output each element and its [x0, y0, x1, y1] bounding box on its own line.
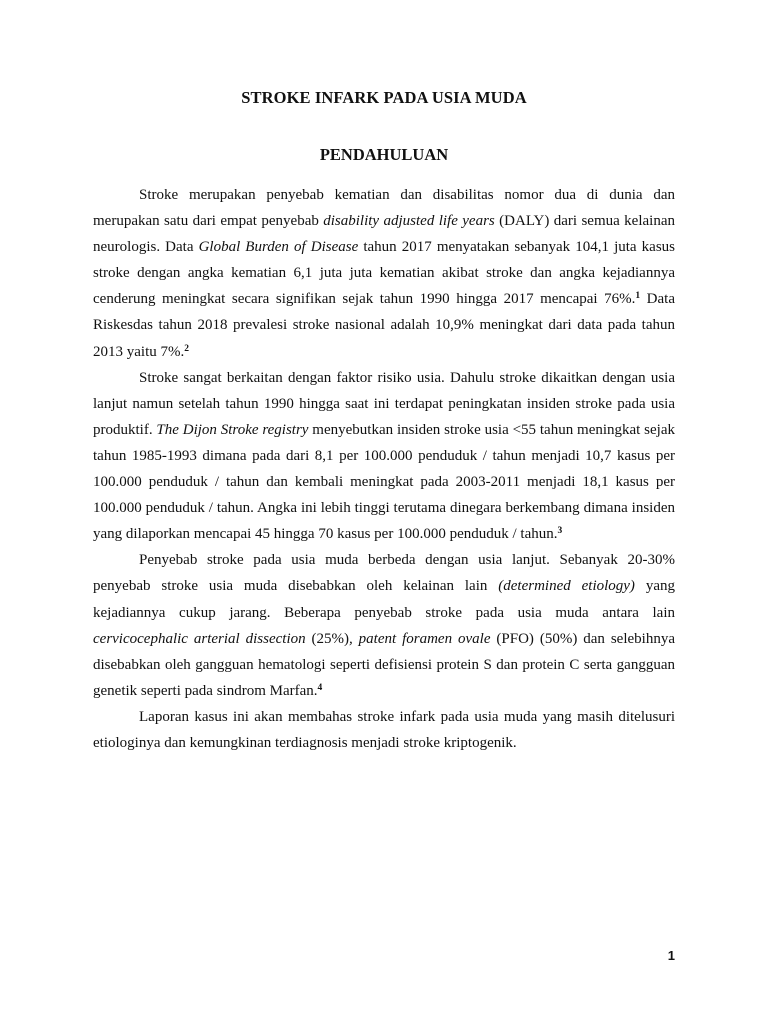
- paragraph-1: [93, 182, 675, 365]
- section-heading: PENDAHULUAN: [319, 145, 449, 164]
- paragraph-1-text-c: tahun 2017 menyatakan sebanyak 104,1 juta kasus stroke dengan angka kematian 6,1 juta juta kematian akibat stroke dan angka kejadiannya cenderung meningkat secara signifikan sejak tahun 1990 hingga 2017 mencapai 76%.: [93, 239, 676, 308]
- paragraph-3-term-pfo: , patent foramen ovale: [349, 630, 491, 647]
- paragraph-2-term-dijon: The Dijon Stroke registry: [156, 421, 309, 438]
- paragraph-2: [93, 365, 675, 548]
- reference-marker-4: 4: [317, 682, 323, 693]
- body-text: [93, 182, 675, 756]
- paragraph-3-text-b: yang kejadiannya cukup jarang. Beberapa penyebab stroke pada usia muda antara lain: [93, 578, 675, 621]
- reference-marker-2: 2: [184, 343, 189, 354]
- paragraph-1-text-d: Data Riskesdas tahun 2018 prevalesi stroke nasional adalah 10,9% meningkat dari data pada tahun 2013 yaitu 7%.: [93, 291, 675, 360]
- paragraph-2-text-b: menyebutkan insiden stroke usia <55 tahun meningkat sejak tahun 1985-1993 dimana pada dari 8,1 per 100.000 penduduk / tahun menjadi 10,7 kasus per 100.000 penduduk / tahun dan kembali meningkat pada 2003-2011 menjadi 18,1 kasus per 100.000 penduduk / tahun. Angka ini lebih tinggi terutama dinegara berkembang dimana insiden yang dilaporkan mencapai 45 hingga 70 kasus per 100.000 penduduk / tahun.: [93, 421, 676, 543]
- paragraph-1-term-daly: disability adjusted life years: [323, 213, 495, 230]
- document-title: STROKE INFARK PADA USIA MUDA: [241, 88, 527, 107]
- paragraph-4-text: Laporan kasus ini akan membahas stroke infark pada usia muda yang masih ditelusuri etiologinya dan kemungkinan terdiagnosis menjadi stroke kriptogenik.: [93, 708, 675, 751]
- paragraph-1-text-a: Stroke merupakan penyebab kematian dan disabilitas nomor dua di dunia dan merupakan satu dari empat penyebab: [93, 187, 675, 230]
- paragraph-3: [93, 547, 675, 704]
- paragraph-4: [93, 704, 675, 756]
- paragraph-1-term-gbd: Global Burden of Disease: [198, 239, 359, 256]
- paragraph-3-term-dissection: cervicocephalic arterial dissection: [93, 630, 306, 647]
- reference-marker-3: 3: [557, 526, 563, 537]
- paragraph-1-text-b: (DALY) dari semua kelainan neurologis. Data: [93, 213, 675, 256]
- reference-marker-1: 1: [635, 291, 641, 302]
- paragraph-3-text-d: (PFO) (50%) dan selebihnya disebabkan oleh gangguan hematologi seperti defisiensi protein S dan protein C serta gangguan genetik seperti pada sindrom Marfan.: [93, 630, 675, 699]
- page-number: 1: [667, 948, 675, 963]
- paragraph-3-text-a: Penyebab stroke pada usia muda berbeda dengan usia lanjut. Sebanyak 20-30% penyebab stroke usia muda disebabkan oleh kelainan lain: [93, 552, 675, 595]
- paragraph-3-term-etiology: (determined etiology): [498, 578, 635, 595]
- paragraph-2-text-a: Stroke sangat berkaitan dengan faktor risiko usia. Dahulu stroke dikaitkan dengan usia lanjut namun setelah tahun 1990 hingga saat ini terdapat peningkatan insiden stroke pada usia produktif.: [93, 369, 675, 438]
- paragraph-3-text-c: (25%): [305, 630, 350, 647]
